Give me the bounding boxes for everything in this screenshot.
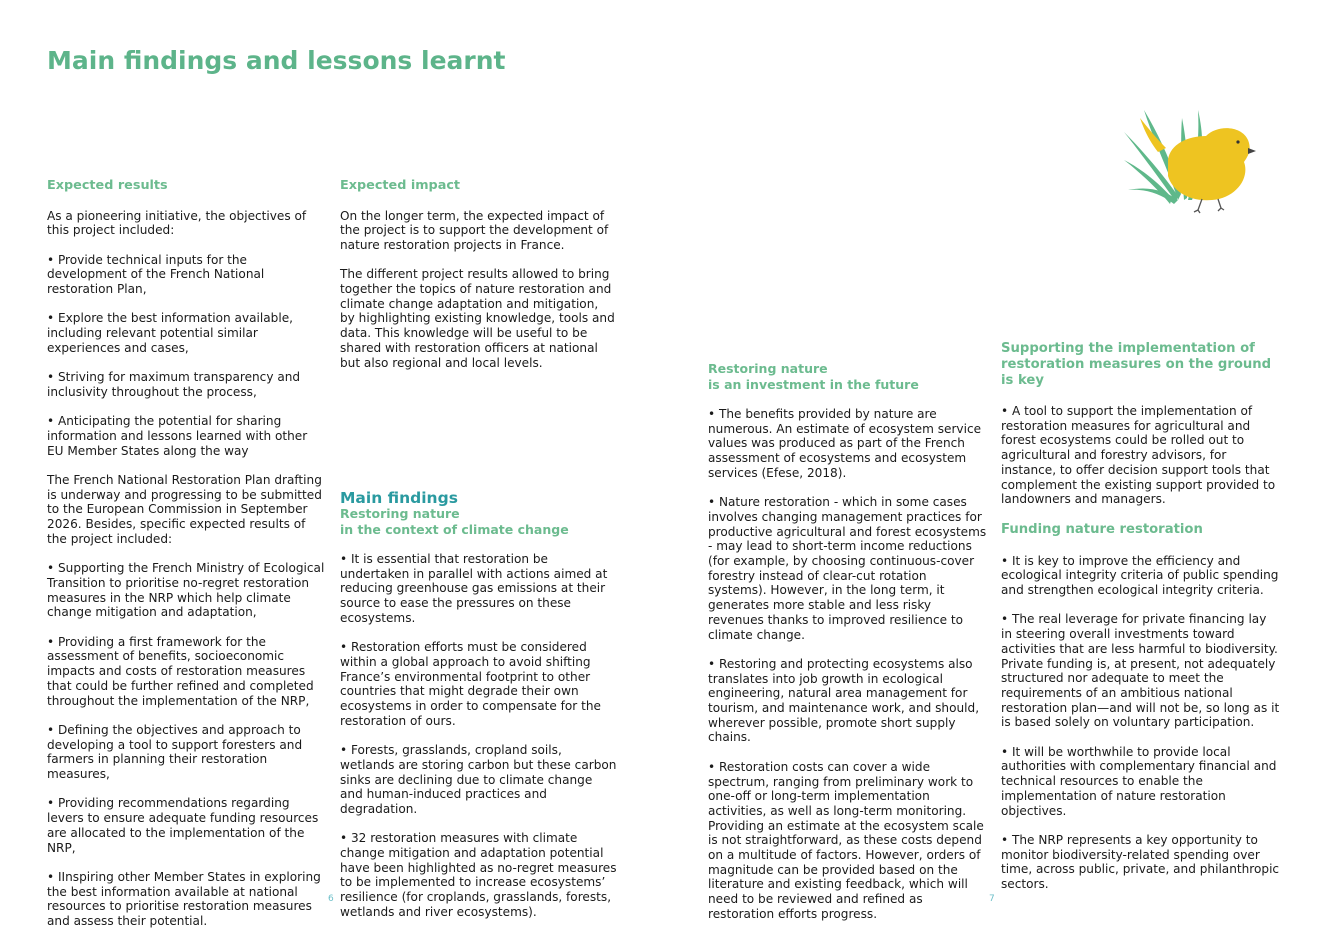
paragraph: • Restoration costs can cover a wide spectrum, ranging from preliminary work to one-off or long-term implementation activities, as well as long-term monitoring. Providing an estimate at the ecosystem scale is not straightforward, as these costs depend on a multitude of factors. However, orders of magnitude can be provided based on the literature and existing feedback, which will need to be reviewed and refined as restoration efforts progress. <box>708 759 984 921</box>
investment-heading <box>708 361 988 392</box>
paragraph: • It is essential that restoration be undertaken in parallel with actions aimed at reducing greenhouse gas emissions at their source to ease the pressures on these ecosystems. <box>340 552 608 625</box>
paragraph: • Nature restoration - which in some cases involves changing management practices for productive agricultural and forest ecosystems - may lead to short-term income reductions (for example, by choosing continuous-cover forestry instead of clear-cut rotation systems). However, in the long term, it generates more stable and less risky revenues thanks to improved resilience to climate change. <box>708 495 987 642</box>
paragraph: • 32 restoration measures with climate change mitigation and adaptation potential have been highlighted as no-regret measures to be implemented to increase ecosystems’ resilience (for croplands, grasslands, forests, wetlands and river ecosystems). <box>340 831 617 919</box>
main-findings-heading: Main findings <box>340 489 458 507</box>
paragraph: As a pioneering initiative, the objectives of this project included: <box>47 208 307 238</box>
subheading-line: in the context of climate change <box>340 521 569 537</box>
subheading-line: is an investment in the future <box>708 376 919 392</box>
paragraph: • Providing a first framework for the assessment of benefits, socioeconomic impacts and costs of restoration measures that could be further refined and completed throughout the implementation of the NRP, <box>47 634 314 708</box>
page-number-right: 7 <box>989 894 995 904</box>
paragraph: • The NRP represents a key opportunity to monitor biodiversity-related spending over time, across public, private, and philanthropic sectors. <box>1001 832 1280 892</box>
paragraph: • A tool to support the implementation of restoration measures for agricultural and forest ecosystems could be rolled out to agricultural and forestry advisors, for instance, to offer decision support tools that complement the existing support provided to landowners and managers. <box>1001 404 1276 507</box>
paragraph: • IInspiring other Member States in exploring the best information available at national resources to prioritise restoration measures and assess their potential. <box>47 869 321 929</box>
paragraph: • Defining the objectives and approach to developing a tool to support foresters and farmers in planning their restoration measures, <box>47 722 303 782</box>
paragraph: • Striving for maximum transparency and inclusivity throughout the process, <box>47 370 301 399</box>
main-findings-column <box>340 490 618 934</box>
climate-change-subheading <box>340 506 618 537</box>
investment-column <box>708 361 988 936</box>
paragraph: • Restoration efforts must be considered within a global approach to avoid shifting France’s environmental footprint to other countries that might degrade their own ecosystems in order to compensate for the restoration of ours. <box>340 640 601 728</box>
implementation-column <box>1001 341 1281 906</box>
expected-results-column <box>47 178 325 943</box>
paragraph: • Explore the best information available, including relevant potential similar experiences and cases, <box>47 311 293 355</box>
paragraph: • Providing recommendations regarding levers to ensure adequate funding resources are allocated to the implementation of the NRP, <box>47 796 319 855</box>
expected-results-heading: Expected results <box>47 178 168 193</box>
paragraph: The French National Restoration Plan drafting is underway and progressing to be submitted to the European Commission in September 2026. Besides, specific expected results of the project included: <box>47 473 322 546</box>
subheading-line: Restoring nature <box>708 361 828 376</box>
bird-icon <box>1140 118 1256 213</box>
paragraph: • Forests, grasslands, cropland soils, wetlands are storing carbon but these carbon sinks are declining due to climate change and human-induced practices and degradation. <box>340 743 617 816</box>
funding-heading: Funding nature restoration <box>1001 521 1203 537</box>
page-title: Main findings and lessons learnt <box>47 46 506 75</box>
paragraph: • Supporting the French Ministry of Ecological Transition to prioritise no-regret restoration measures in the NRP which help climate change mitigation and adaptation, <box>47 561 325 620</box>
page-number-left: 6 <box>328 894 334 904</box>
paragraph: • Restoring and protecting ecosystems also translates into job growth in ecological engineering, natural area management for tourism, and maintenance work, and should, wherever possible, promote short supply chains. <box>708 656 980 745</box>
paragraph: • It will be worthwhile to provide local authorities with complementary financial and technical resources to enable the implementation of nature restoration objectives. <box>1001 744 1277 818</box>
paragraph: • It is key to improve the efficiency and ecological integrity criteria of public spending and strengthen ecological integrity criteria. <box>1001 553 1279 598</box>
expected-impact-heading: Expected impact <box>340 178 461 193</box>
paragraph: On the longer term, the expected impact of the project is to support the development of nature restoration projects in France. <box>340 208 609 252</box>
subheading-line: Restoring nature <box>340 506 460 521</box>
paragraph: • Anticipating the potential for sharing information and lessons learned with other EU Member States along the way <box>47 414 308 458</box>
paragraph: • The benefits provided by nature are numerous. An estimate of ecosystem service values was produced as part of the French assessment of ecosystems and ecosystem services (Efese, 2018). <box>708 407 982 480</box>
paragraph: • The real leverage for private financing lay in steering overall investments toward activities that are less harmful to biodiversity. Private funding is, at present, not adequately structured nor adequate to meet the requirements of an ambitious national restoration plan—and will not be, so long as it is based solely on voluntary participation. <box>1001 612 1280 730</box>
expected-impact-column <box>340 178 616 385</box>
paragraph: • Provide technical inputs for the development of the French National restoration Plan, <box>47 252 265 296</box>
paragraph: The different project results allowed to bring together the topics of nature restoration and climate change adaptation and mitigation, by highlighting existing knowledge, tools and data. This knowledge will be useful to be shared with restoration officers at national but also regional and local levels. <box>340 267 615 370</box>
bird-illustration <box>1118 104 1258 214</box>
implementation-heading: Supporting the implementation of restoration measures on the ground is key <box>1001 341 1272 388</box>
